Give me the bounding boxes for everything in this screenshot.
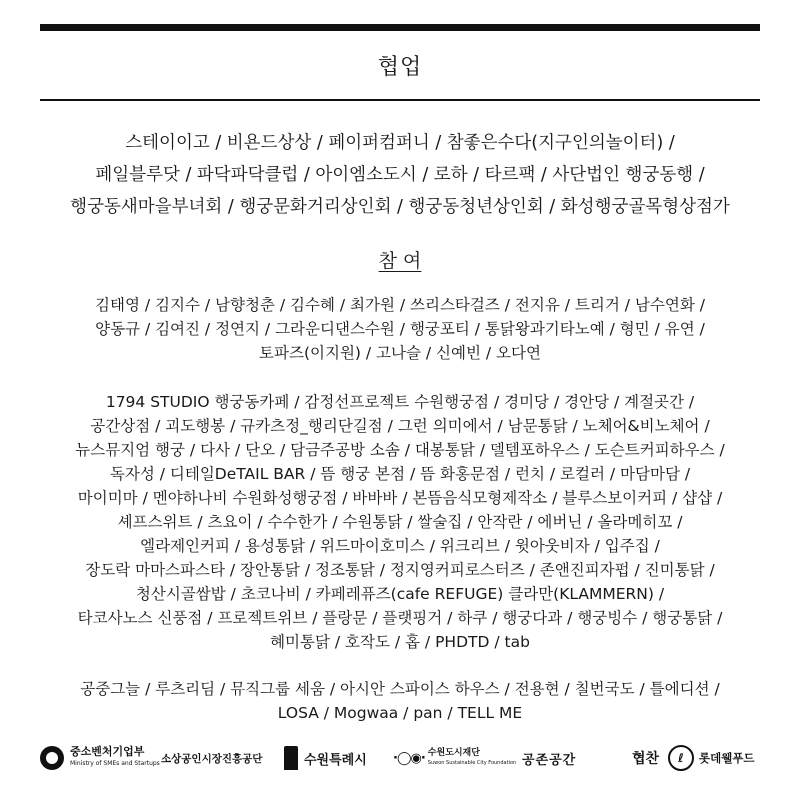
- collaborator-line: 페일블루닷 / 파닥파닥클럽 / 아이엠소도시 / 로하 / 타르팩 / 사단법인 행궁동행 /: [95, 165, 705, 185]
- participant-line: 양동규 / 김여진 / 정연지 / 그라운디댄스수원 / 행궁포티 / 통닭왕과기타노예 / 형민 / 유연 /: [95, 320, 705, 338]
- artist-line: 공중그늘 / 루츠리딤 / 뮤직그룹 세움 / 아시안 스파이스 하우스 / 전용현 / 칠번국도 / 틀에디션 /: [80, 680, 720, 698]
- participant-people-list: [20, 293, 780, 365]
- artist-line: LOSA / Mogwaa / pan / TELL ME: [277, 704, 523, 722]
- shop-line: 청산시골쌈밥 / 초코나비 / 카페레퓨즈(cafe REFUGE) 클라만(KLAMMERN) /: [135, 585, 665, 603]
- participant-shop-list: [20, 390, 780, 654]
- foundation-dots-icon: ·◯◉·: [393, 750, 425, 766]
- sponsor-label: 협찬: [632, 751, 660, 767]
- participant-line: 김태영 / 김지수 / 남향청춘 / 김수혜 / 최가원 / 쓰리스타걸즈 / 전지유 / 트리거 / 남수연화 /: [95, 296, 705, 314]
- shop-line: 타코사노스 신풍점 / 프로젝트위브 / 플랑문 / 플랫핑거 / 하쿠 / 행궁다과 / 행궁빙수 / 행궁통닭 /: [77, 609, 723, 627]
- mss-logo-text: 중소벤처기업부: [70, 745, 145, 758]
- lotte-logo: [668, 740, 755, 776]
- sponsor-logo-row: [40, 740, 760, 776]
- semas-logo: 소상공인시장진흥공단: [161, 752, 263, 765]
- top-rule: [40, 24, 760, 31]
- foundation-logo-text: 수원도시재단: [427, 748, 480, 758]
- mss-logo: [40, 740, 160, 776]
- shop-line: 독자성 / 디테일DeTAIL BAR / 뜸 행궁 본점 / 뜸 화홍문점 / 런치 / 로컬러 / 마담마담 /: [109, 465, 691, 483]
- space-logo: 공존공간: [522, 752, 577, 768]
- page-title: 협업: [377, 55, 423, 80]
- participants-heading: 참 여: [378, 250, 422, 272]
- shop-line: 혜미통닭 / 호작도 / 홉 / PHDTD / tab: [270, 633, 530, 651]
- collaborator-line: 스테이이고 / 비욘드상상 / 페이퍼컴퍼니 / 참좋은수다(지구인의놀이터) /: [125, 133, 675, 153]
- mss-logo-subtext: Ministry of SMEs and Startups: [70, 760, 160, 767]
- lotte-circle-icon: ℓ: [668, 745, 694, 771]
- lotte-logo-text: 롯데웰푸드: [699, 751, 755, 765]
- participant-artist-list: [20, 677, 780, 725]
- shop-line: 공간상점 / 괴도행봉 / 규카츠정_행리단길점 / 그런 의미에서 / 남문통닭 / 노체어&비노체어 /: [90, 417, 710, 435]
- shop-line: 1794 STUDIO 행궁동카페 / 감정선프로젝트 수원행궁점 / 경미당 / 경안당 / 계절곳간 /: [105, 393, 695, 411]
- participant-line: 토파즈(이지원) / 고나슬 / 신예빈 / 오다연: [259, 344, 541, 362]
- collaborator-list: [20, 127, 780, 223]
- suwon-logo: [284, 740, 367, 776]
- title-rule: [40, 99, 760, 101]
- shop-line: 엘라제인커피 / 용성통닭 / 위드마이호미스 / 위크리브 / 윗아웃비자 / 입주집 /: [140, 537, 660, 555]
- suwon-city-emblem-icon: [284, 746, 298, 770]
- collaborator-line: 행궁동새마을부녀회 / 행궁문화거리상인회 / 행궁동청년상인회 / 화성행궁골목형상점가: [70, 197, 730, 217]
- shop-line: 장도락 마마스파스타 / 장안통닭 / 정조통닭 / 정지영커피로스터즈 / 존앤진피자펍 / 진미통닭 /: [85, 561, 715, 579]
- shop-line: 마이미마 / 멘야하나비 수원화성행궁점 / 바바바 / 본뜸음식모형제작소 / 블루스보이커피 / 샵샵 /: [77, 489, 723, 507]
- shop-line: 뉴스뮤지엄 행궁 / 다사 / 단오 / 담금주공방 소솜 / 대봉통닭 / 델템포하우스 / 도슨트커피하우스 /: [75, 441, 725, 459]
- foundation-logo: [393, 740, 516, 776]
- shop-line: 셰프스위트 / 츠요이 / 수수한가 / 수원통닭 / 쌀술집 / 안작란 / 에버닌 / 올라메히꼬 /: [117, 513, 683, 531]
- suwon-logo-text: 수원특례시: [304, 752, 367, 768]
- foundation-logo-subtext: Suwon Sustainable City Foundation: [427, 760, 517, 766]
- ministry-emblem-icon: [40, 746, 64, 770]
